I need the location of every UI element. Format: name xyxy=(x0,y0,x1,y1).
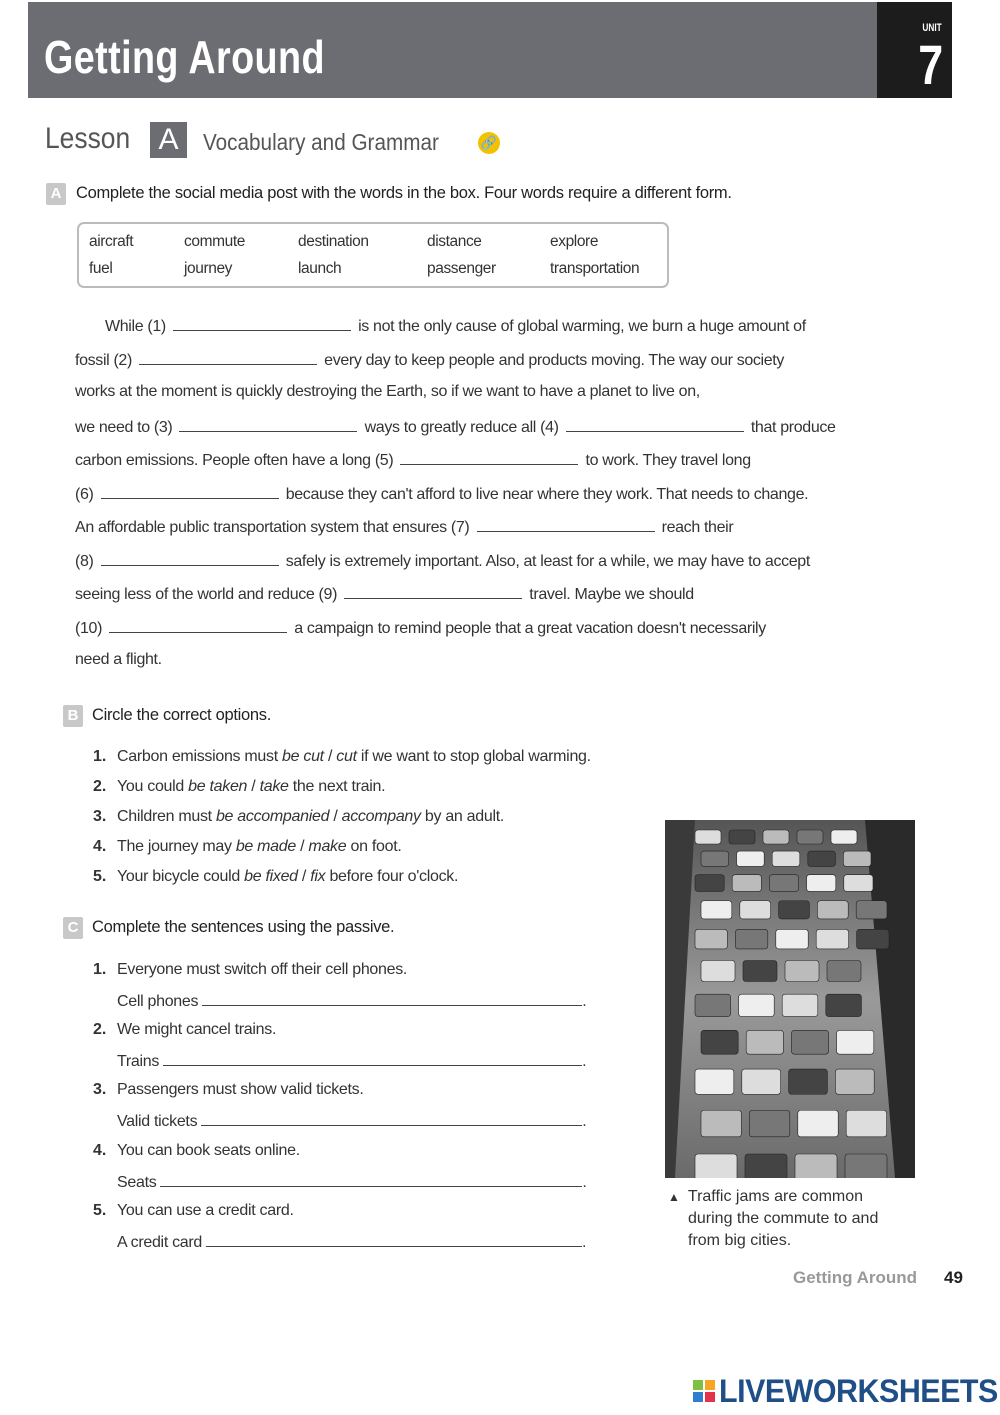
item-number: 4. xyxy=(93,1141,107,1159)
car-shape xyxy=(844,875,873,892)
answer-blank[interactable] xyxy=(173,316,351,331)
post-line xyxy=(75,651,162,669)
post-line xyxy=(75,417,836,437)
post-text: (10) xyxy=(75,619,107,637)
period: . xyxy=(582,1113,587,1131)
option-b[interactable]: accompany xyxy=(341,808,421,825)
sentence: Everyone must switch off their cell phones. xyxy=(117,961,408,978)
option-sentence xyxy=(117,778,385,796)
page-number: 49 xyxy=(944,1268,963,1287)
answer-blank[interactable] xyxy=(139,350,317,365)
car-shape xyxy=(817,901,848,919)
car-shape xyxy=(807,875,836,892)
option-separator: / xyxy=(247,778,260,795)
caption-line: from big cities. xyxy=(688,1232,792,1249)
answer-blank[interactable] xyxy=(163,1051,582,1066)
post-line xyxy=(75,618,766,638)
post-line xyxy=(75,517,733,537)
option-separator: / xyxy=(323,748,337,765)
section-b-instruction: Circle the correct options. xyxy=(92,706,271,724)
post-text: An affordable public transportation system that ensures (7) xyxy=(75,519,474,536)
unit-number: 7 xyxy=(918,33,943,96)
sentence-text: the next train. xyxy=(288,778,386,795)
section-a-badge: A xyxy=(46,183,66,205)
section-c-badge: C xyxy=(63,917,83,939)
traffic-jam-photo xyxy=(665,820,915,1178)
post-line xyxy=(75,450,751,470)
sentence: You can use a credit card. xyxy=(117,1201,294,1219)
car-shape xyxy=(737,851,765,866)
option-a[interactable]: be accompanied xyxy=(215,808,330,825)
post-line xyxy=(75,551,810,571)
link-icon[interactable]: 🔗 xyxy=(478,132,500,154)
post-text: travel. Maybe we should xyxy=(525,586,694,603)
car-shape xyxy=(789,1069,828,1094)
post-line xyxy=(75,383,700,401)
post-text: a campaign to remind people that a great vacation doesn't necessarily xyxy=(290,619,766,637)
sentence-text: by an adult. xyxy=(420,808,505,825)
car-shape xyxy=(701,1110,741,1137)
answer-blank[interactable] xyxy=(400,450,578,465)
post-text: carbon emissions. People often have a long (5) xyxy=(75,452,398,469)
item-number: 5. xyxy=(93,868,107,885)
car-shape xyxy=(808,851,836,866)
car-shape xyxy=(779,901,810,919)
answer-blank[interactable] xyxy=(566,417,744,432)
car-shape xyxy=(772,851,800,866)
option-separator: / xyxy=(329,808,342,825)
post-text: safely is extremely important. Also, at least for a while, we may have to accept xyxy=(281,552,810,570)
item-number: 5. xyxy=(93,1201,107,1219)
option-sentence xyxy=(117,748,591,766)
car-shape xyxy=(745,1154,787,1178)
word: launch xyxy=(298,260,342,277)
word: passenger xyxy=(427,260,496,277)
sentence-text: on foot. xyxy=(346,838,402,855)
prompt-text: Trains xyxy=(117,1053,160,1071)
post-text: need a flight. xyxy=(75,651,162,668)
answer-blank[interactable] xyxy=(206,1232,582,1247)
car-shape xyxy=(769,875,798,892)
word: distance xyxy=(427,233,482,250)
car-shape xyxy=(701,1030,738,1054)
word: journey xyxy=(184,260,233,277)
answer-blank[interactable] xyxy=(109,618,287,633)
post-text: every day to keep people and products moving. The way our society xyxy=(320,351,785,369)
post-text: because they can't afford to live near where they work. That needs to change. xyxy=(281,485,809,503)
period: . xyxy=(582,1053,587,1071)
lesson-letter: A xyxy=(150,122,187,158)
option-a[interactable]: be made xyxy=(235,838,296,855)
answer-blank[interactable] xyxy=(344,584,522,599)
logo-text: LIVEWORKSHEETS xyxy=(719,1372,998,1409)
unit-label: UNIT xyxy=(922,22,942,34)
car-shape xyxy=(826,994,862,1016)
answer-row xyxy=(117,1232,586,1252)
period: . xyxy=(582,1233,587,1251)
sentence-text: if we want to stop global warming. xyxy=(356,748,591,765)
word-box xyxy=(77,222,669,288)
option-a[interactable]: be taken xyxy=(188,778,248,795)
post-line xyxy=(75,484,808,504)
prompt-text: Valid tickets xyxy=(117,1113,198,1131)
sentence: You can book seats online. xyxy=(117,1141,300,1159)
car-shape xyxy=(742,1069,781,1094)
car-shape xyxy=(797,830,823,844)
answer-row xyxy=(117,1111,586,1131)
word: fuel xyxy=(89,260,113,277)
car-shape xyxy=(695,1154,737,1178)
unit-badge xyxy=(877,2,952,98)
footer-title: Getting Around xyxy=(793,1268,918,1287)
car-shape xyxy=(743,961,777,982)
car-shape xyxy=(739,994,775,1016)
post-text: to work. They travel long xyxy=(581,452,751,469)
answer-blank[interactable] xyxy=(101,551,279,566)
post-line xyxy=(75,584,694,604)
answer-row xyxy=(117,991,586,1011)
car-shape xyxy=(831,830,857,844)
car-shape xyxy=(695,929,727,949)
caption-line: Traffic jams are common xyxy=(687,1188,864,1205)
post-text: that produce xyxy=(746,418,836,436)
item-number: 1. xyxy=(93,748,107,765)
answer-blank[interactable] xyxy=(101,484,279,499)
car-shape xyxy=(795,1154,837,1178)
logo-mark-icon xyxy=(692,1379,716,1403)
car-shape xyxy=(695,875,724,892)
section-b-badge: B xyxy=(63,705,83,727)
post-text: While (1) xyxy=(105,318,170,335)
caption-line: during the commute to and xyxy=(688,1210,879,1227)
post-text: reach their xyxy=(657,519,734,536)
car-shape xyxy=(785,961,819,982)
word: destination xyxy=(298,233,369,250)
option-a[interactable]: be cut xyxy=(282,748,324,765)
post-text: (8) xyxy=(75,552,98,570)
option-b[interactable]: take xyxy=(259,778,289,795)
post-text: ways to greatly reduce all (4) xyxy=(360,418,563,436)
option-sentence xyxy=(117,868,458,886)
answer-blank[interactable] xyxy=(202,991,582,1006)
option-separator: / xyxy=(297,868,311,885)
sentence: We might cancel trains. xyxy=(117,1021,277,1039)
car-shape xyxy=(749,1110,789,1137)
car-shape xyxy=(701,851,729,866)
car-shape xyxy=(835,1069,874,1094)
option-separator: / xyxy=(295,838,309,855)
car-shape xyxy=(740,901,771,919)
car-shape xyxy=(701,961,735,982)
item-number: 1. xyxy=(93,961,107,978)
post-text: is not the only cause of global warming, we burn a huge amount of xyxy=(353,318,806,335)
answer-blank[interactable] xyxy=(477,517,655,532)
lesson-subtitle: Vocabulary and Grammar xyxy=(203,129,439,155)
car-shape xyxy=(837,1030,874,1054)
car-shape xyxy=(776,929,808,949)
answer-row xyxy=(117,1051,586,1071)
period: . xyxy=(582,993,587,1010)
car-shape xyxy=(843,851,871,866)
car-shape xyxy=(763,830,789,844)
word: commute xyxy=(184,233,245,250)
car-shape xyxy=(732,875,761,892)
answer-row xyxy=(117,1172,587,1192)
option-a[interactable]: be fixed xyxy=(244,868,298,885)
car-shape xyxy=(791,1030,828,1054)
car-shape xyxy=(695,1069,734,1094)
item-number: 2. xyxy=(93,778,107,795)
post-line xyxy=(105,316,806,336)
unit-title: Getting Around xyxy=(44,31,325,83)
car-shape xyxy=(695,994,731,1016)
post-text: (6) xyxy=(75,485,98,503)
prompt-text: Seats xyxy=(117,1173,157,1191)
sentence-text: The journey may xyxy=(117,838,236,855)
prompt-text: A credit card xyxy=(117,1233,203,1251)
period: . xyxy=(582,1173,587,1191)
option-b[interactable]: fix xyxy=(310,868,326,885)
sentence: Passengers must show valid tickets. xyxy=(117,1081,364,1099)
sentence-text: You could xyxy=(117,778,189,795)
item-number: 4. xyxy=(93,838,107,855)
post-text: we need to (3) xyxy=(75,418,177,436)
photo-caption xyxy=(668,1186,878,1252)
answer-blank[interactable] xyxy=(179,417,357,432)
item-number: 2. xyxy=(93,1021,107,1039)
car-shape xyxy=(845,1154,887,1178)
post-line xyxy=(75,350,784,370)
car-shape xyxy=(846,1110,886,1137)
car-shape xyxy=(782,994,818,1016)
car-shape xyxy=(695,830,721,844)
car-shape xyxy=(701,901,732,919)
car-shape xyxy=(856,901,887,919)
prompt-text: Cell phones xyxy=(117,993,199,1010)
sentence-text: Children must xyxy=(117,808,216,825)
car-shape xyxy=(827,961,861,982)
car-shape xyxy=(857,929,889,949)
item-number: 3. xyxy=(93,808,107,825)
word: explore xyxy=(550,233,599,250)
option-b[interactable]: cut xyxy=(336,748,357,765)
sentence-text: before four o'clock. xyxy=(325,868,459,885)
section-c-instruction: Complete the sentences using the passive. xyxy=(92,918,395,936)
item-number: 3. xyxy=(93,1081,107,1099)
car-shape xyxy=(746,1030,783,1054)
car-shape xyxy=(798,1110,838,1137)
option-b[interactable]: make xyxy=(308,838,347,855)
car-shape xyxy=(729,830,755,844)
post-text: works at the moment is quickly destroying the Earth, so if we want to have a planet to live on, xyxy=(75,383,700,400)
post-text: fossil (2) xyxy=(75,351,137,369)
sentence-text: Your bicycle could xyxy=(117,868,245,885)
liveworksheets-logo xyxy=(692,1372,1000,1409)
word: aircraft xyxy=(89,233,134,250)
option-sentence xyxy=(117,808,504,826)
post-text: seeing less of the world and reduce (9) xyxy=(75,586,342,603)
section-a-instruction: Complete the social media post with the words in the box. Four words require a different form. xyxy=(76,184,732,202)
word: transportation xyxy=(550,260,640,277)
answer-blank[interactable] xyxy=(201,1111,582,1126)
answer-blank[interactable] xyxy=(160,1172,582,1187)
option-sentence xyxy=(117,838,401,856)
car-shape xyxy=(816,929,848,949)
car-shape xyxy=(735,929,767,949)
lesson-label: Lesson xyxy=(45,122,131,155)
triangle-icon: ▲ xyxy=(668,1190,680,1204)
sentence-text: Carbon emissions must xyxy=(117,748,283,765)
